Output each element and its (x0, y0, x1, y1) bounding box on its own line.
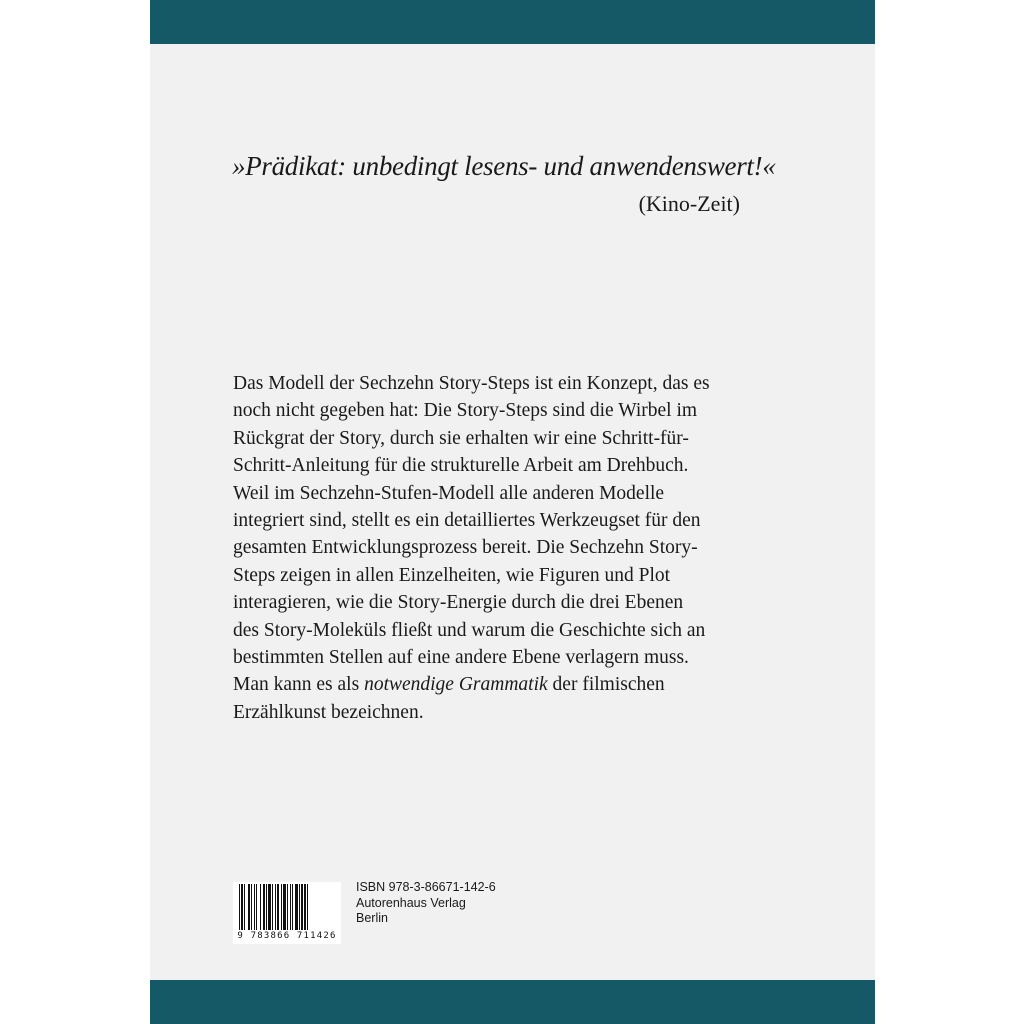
barcode-bar (292, 884, 293, 930)
barcode-bar (251, 884, 252, 930)
description-line: gesamten Entwicklungsprozess bereit. Die Sechzehn Story- (233, 537, 698, 559)
description-text: Man kann es als (233, 674, 365, 696)
barcode-bar (256, 884, 257, 930)
barcode-bar (287, 884, 288, 930)
barcode-bar (272, 884, 273, 930)
top-color-band (150, 0, 875, 44)
description-line-mixed (233, 671, 793, 698)
barcode-bar (304, 884, 306, 930)
barcode-bar (283, 884, 286, 930)
description-line: Weil im Sechzehn-Stufen-Modell alle anderen Modelle (233, 482, 665, 504)
barcode-bar (239, 884, 240, 930)
isbn-barcode (233, 882, 341, 944)
review-source: (Kino-Zeit) (638, 191, 740, 216)
description-line: bestimmten Stellen auf eine andere Ebene verlagern muss. (233, 647, 689, 669)
description-line: Erzählkunst bezeichnen. (233, 701, 424, 723)
barcode-bar (254, 884, 255, 930)
barcode-bar (260, 884, 261, 930)
barcode-bar (277, 884, 279, 930)
barcode-bar (248, 884, 250, 930)
barcode-bars (233, 882, 341, 932)
book-back-cover (150, 0, 875, 1024)
description-line: Schritt-Anleitung für die strukturelle Arbeit am Drehbuch. (233, 455, 689, 477)
barcode-bar (275, 884, 276, 930)
book-description (233, 370, 793, 726)
description-line: Das Modell der Sechzehn Story-Steps ist ein Konzept, das es (233, 373, 710, 394)
description-line: Steps zeigen in allen Einzelheiten, wie Figuren und Plot (233, 564, 671, 586)
barcode-bar (244, 884, 245, 930)
isbn-text: ISBN 978-3-86671-142-6 (356, 880, 496, 894)
publisher-city: Berlin (356, 911, 388, 925)
barcode-digits: 9 783866 711426 (233, 930, 341, 942)
barcode-bar (295, 884, 298, 930)
description-emphasis: notwendige Grammatik (364, 674, 548, 696)
barcode-bar (266, 884, 267, 930)
description-line: interagieren, wie die Story-Energie durch die drei Ebenen (233, 592, 684, 614)
description-text: der filmischen (547, 674, 665, 696)
publisher-name: Autorenhaus Verlag (356, 895, 466, 910)
barcode-bar (290, 884, 291, 930)
description-line: noch nicht gegeben hat: Die Story-Steps sind die Wirbel im (233, 400, 698, 422)
bottom-color-band (150, 980, 875, 1024)
barcode-bar (299, 884, 300, 930)
barcode-bar (263, 884, 265, 930)
review-quote: »Prädikat: unbedingt lesens- und anwendenswert!« (232, 151, 776, 181)
description-line: des Story-Moleküls fließt und warum die Geschichte sich an (233, 619, 706, 641)
barcode-bar (307, 884, 308, 930)
barcode-bar (241, 884, 243, 930)
barcode-bar (301, 884, 303, 930)
barcode-bar (281, 884, 282, 930)
description-line: integriert sind, stellt es ein detailliertes Werkzeugset für den (233, 510, 701, 532)
description-line: Rückgrat der Story, durch sie erhalten wir eine Schritt-für- (233, 427, 689, 449)
barcode-bar (268, 884, 271, 930)
publisher-info (356, 880, 556, 927)
